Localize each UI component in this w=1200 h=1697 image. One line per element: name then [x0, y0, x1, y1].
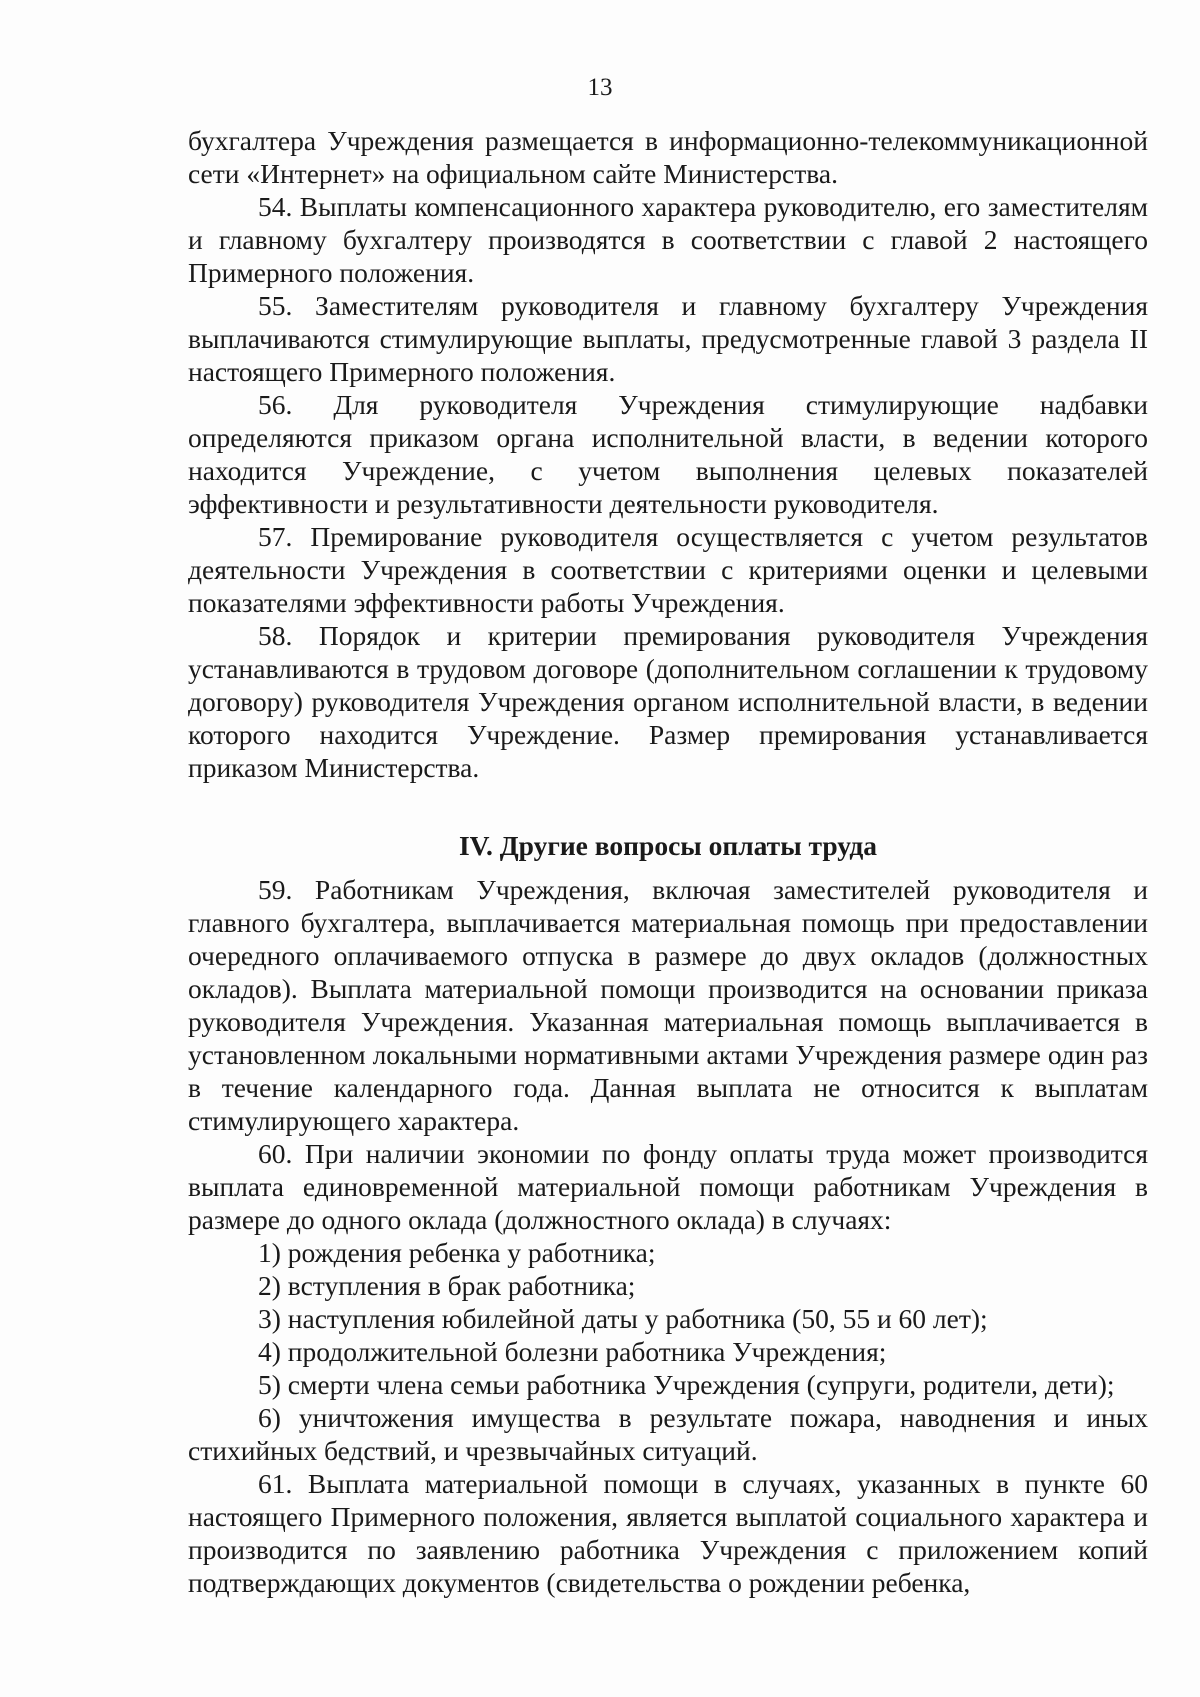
- paragraph-55: 55. Заместителям руководителя и главному бухгалтеру Учреждения выплачиваются стимулирующие выплаты, предусмотренные главой 3 раздела II настоящего Примерного положения.: [188, 290, 1148, 387]
- paragraph-59: 59. Работникам Учреждения, включая заместителей руководителя и главного бухгалтера, выплачивается материальная помощь при предоставлении очередного оплачиваемого отпуска в размере до двух окладов (должностных окладов). Выплата материальной помощи производится на основании приказа руководителя Учреждения. Указанная материальная помощь выплачивается в установленном локальными нормативными актами Учреждения размере один раз в течение календарного года. Данная выплата не относится к выплатам стимулирующего характера.: [188, 874, 1148, 1136]
- section-heading: IV. Другие вопросы оплаты труда: [458, 830, 877, 861]
- paragraph-53-continuation: бухгалтера Учреждения размещается в информационно-телекоммуникационной сети «Интернет» на официальном сайте Министерства.: [188, 125, 1148, 189]
- paragraph-58: 58. Порядок и критерии премирования руководителя Учреждения устанавливаются в трудовом договоре (дополнительном соглашении к трудовому договору) руководителя Учреждения органом исполнительной власти, в ведении которого находится Учреждение. Размер премирования устанавливается приказом Министерства.: [188, 620, 1148, 783]
- paragraph-54: 54. Выплаты компенсационного характера руководителю, его заместителям и главному бухгалтеру производятся в соответствии с главой 2 настоящего Примерного положения.: [188, 191, 1148, 288]
- list-item: 6) уничтожения имущества в результате пожара, наводнения и иных стихийных бедствий, и чрезвычайных ситуаций.: [188, 1402, 1148, 1466]
- list-item: 2) вступления в брак работника;: [258, 1270, 636, 1301]
- paragraph-56: 56. Для руководителя Учреждения стимулирующие надбавки определяются приказом органа исполнительной власти, в ведении которого находится Учреждение, с учетом выполнения целевых показателей эффективности и результативности деятельности руководителя.: [188, 389, 1148, 519]
- paragraph-60: 60. При наличии экономии по фонду оплаты труда может производится выплата единовременной материальной помощи работникам Учреждения в размере до одного оклада (должностного оклада) в случаях:: [188, 1138, 1148, 1235]
- list-item: 4) продолжительной болезни работника Учреждения;: [258, 1336, 887, 1367]
- list-item: 3) наступления юбилейной даты у работника (50, 55 и 60 лет);: [258, 1303, 988, 1334]
- paragraph-57: 57. Премирование руководителя осуществляется с учетом результатов деятельности Учреждения в соответствии с критериями оценки и целевыми показателями эффективности работы Учреждения.: [188, 521, 1148, 618]
- list-item: 5) смерти члена семьи работника Учреждения (супруги, родители, дети);: [258, 1369, 1115, 1400]
- document-body: [188, 124, 1148, 1599]
- list-item: 1) рождения ребенка у работника;: [258, 1237, 656, 1268]
- paragraph-61: 61. Выплата материальной помощи в случаях, указанных в пункте 60 настоящего Примерного положения, является выплатой социального характера и производится по заявлению работника Учреждения с приложением копий подтверждающих документов (свидетельства о рождении ребенка,: [188, 1468, 1148, 1598]
- page-number: 13: [587, 74, 613, 101]
